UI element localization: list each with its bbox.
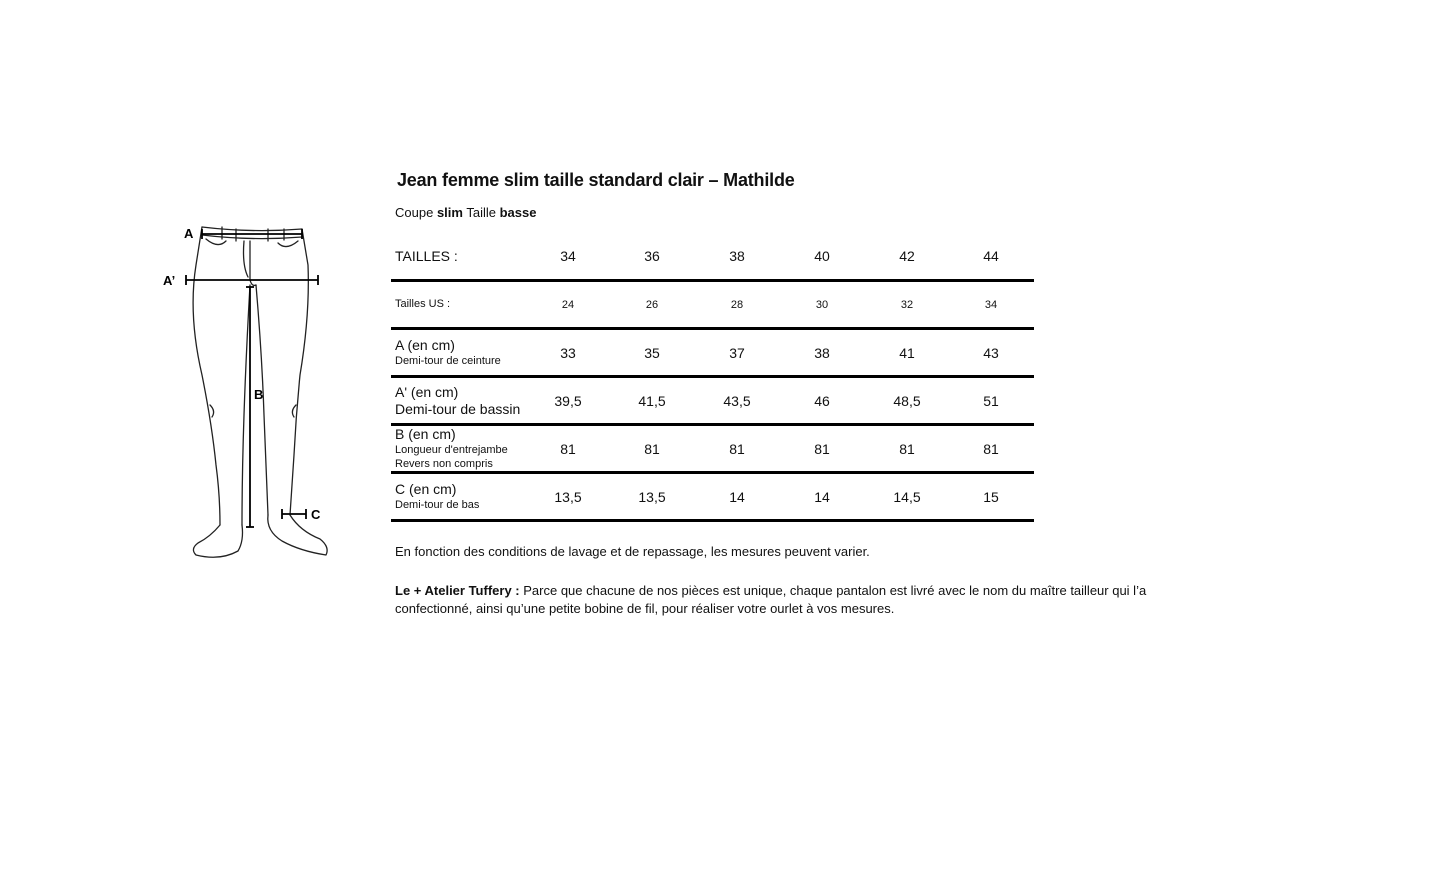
- table-cell: 33: [560, 344, 576, 361]
- table-cell: 81: [814, 440, 830, 457]
- header-size: 38: [729, 248, 745, 264]
- table-cell: 81: [983, 440, 999, 457]
- table-row: [391, 378, 1034, 426]
- table-cell: 43,5: [723, 392, 751, 409]
- page-title: Jean femme slim taille standard clair – Mathilde: [397, 170, 795, 190]
- cut-word: Coupe: [395, 205, 434, 220]
- table-cell: 81: [729, 440, 745, 457]
- table-row: [391, 330, 1034, 378]
- table-cell: 34: [984, 298, 998, 311]
- table-cell: 38: [814, 344, 830, 361]
- atelier-note: [395, 582, 1215, 618]
- atelier-note-text: Parce que chacune de nos pièces est unique, chaque pantalon est livré avec le nom du maître tailleur qui l’a confectionné, ainsi qu’une petite bobine de fil, pour réaliser votre ourlet à vos mesures.: [395, 583, 1147, 616]
- table-cell: 48,5: [893, 392, 921, 409]
- table-cell: 13,5: [638, 488, 666, 505]
- table-row: [391, 474, 1034, 522]
- table-cell: 43: [983, 344, 999, 361]
- washing-note: En fonction des conditions de lavage et de repassage, les mesures peuvent varier.: [395, 544, 870, 559]
- table-row: [391, 426, 1034, 474]
- table-cell: 41,5: [638, 392, 666, 409]
- row-label: B (en cm): [395, 426, 456, 442]
- table-cell: 14,5: [893, 488, 921, 505]
- row-sublabel: Demi-tour de bassin: [395, 400, 521, 417]
- row-label: A' (en cm): [395, 383, 459, 400]
- table-cell: 30: [815, 298, 829, 311]
- table-cell: 41: [899, 344, 915, 361]
- header-size: 42: [899, 248, 915, 264]
- table-cell: 28: [730, 298, 744, 311]
- table-cell: 39,5: [554, 392, 582, 409]
- measure-label-a: A: [184, 226, 194, 241]
- table-cell: 14: [729, 488, 745, 505]
- row-label: Tailles US :: [395, 298, 451, 310]
- table-cell: 14: [814, 488, 830, 505]
- header-size: 34: [560, 248, 576, 264]
- table-cell: 26: [645, 298, 659, 311]
- header-size: 44: [983, 248, 999, 264]
- atelier-note-title: Le + Atelier Tuffery :: [395, 583, 520, 598]
- product-subtitle: [395, 205, 536, 220]
- jeans-illustration: [150, 205, 350, 575]
- header-size: 36: [644, 248, 660, 264]
- measure-label-b: B: [254, 387, 264, 402]
- rise-value: basse: [499, 205, 537, 220]
- measure-label-a-prime: A’: [163, 273, 176, 288]
- table-cell: 51: [983, 392, 999, 409]
- table-cell: 13,5: [554, 488, 582, 505]
- rise-word: Taille: [466, 205, 496, 220]
- table-cell: 24: [561, 298, 575, 311]
- size-table: [391, 233, 1034, 522]
- row-sublabel: Longueur d'entrejambe Revers non compris: [395, 444, 508, 470]
- table-row: [391, 282, 1034, 330]
- row-sublabel: Demi-tour de ceinture: [395, 355, 501, 367]
- table-cell: 81: [899, 440, 915, 457]
- cut-value: slim: [436, 205, 463, 220]
- table-cell: 35: [644, 344, 660, 361]
- table-cell: 81: [644, 440, 660, 457]
- row-sublabel: Demi-tour de bas: [395, 499, 480, 511]
- table-cell: 37: [729, 344, 745, 361]
- table-header-row: [391, 233, 1034, 282]
- row-label: C (en cm): [395, 481, 457, 497]
- header-label: TAILLES :: [395, 247, 458, 264]
- table-cell: 46: [814, 392, 830, 409]
- table-cell: 81: [560, 440, 576, 457]
- header-size: 40: [814, 248, 830, 264]
- measure-label-c: C: [311, 507, 321, 522]
- row-label: A (en cm): [395, 337, 455, 353]
- table-cell: 15: [983, 488, 999, 505]
- table-cell: 32: [900, 298, 914, 311]
